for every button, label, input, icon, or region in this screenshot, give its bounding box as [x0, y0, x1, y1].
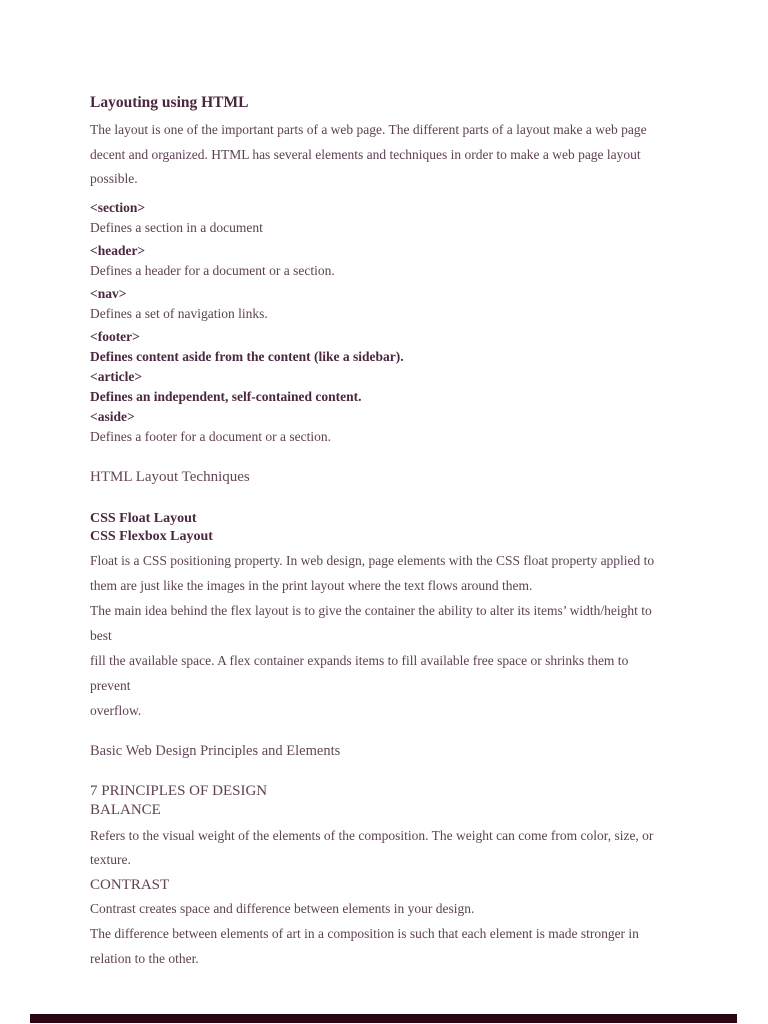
tag-group-nav — [90, 284, 656, 324]
tag-group-aside — [90, 407, 656, 447]
css-layouts-list — [90, 510, 656, 547]
contrast-paragraph-2 — [90, 922, 656, 972]
basic-principles-section-title: Basic Web Design Principles and Elements — [90, 742, 341, 759]
intro-line: The layout is one of the important parts of a web page. The different parts of a layout make a web page — [90, 122, 647, 137]
tag-group-header — [90, 241, 656, 281]
paragraph-line: overflow. — [90, 702, 142, 718]
tag-group-article — [90, 367, 656, 407]
paragraph-line: The main idea behind the flex layout is to give the container the ability to alter its items’ width/height to best — [90, 602, 652, 643]
tag-desc-3: Defines content aside from the content (like a sidebar). — [90, 348, 404, 364]
tag-group-footer — [90, 327, 656, 367]
principles-of-design-heading: 7 PRINCIPLES OF DESIGN — [90, 782, 268, 799]
css-float-layout-label: CSS Float Layout — [90, 510, 197, 526]
principles-headings — [90, 782, 656, 821]
tag-desc-5: Defines a footer for a document or a section. — [90, 428, 332, 444]
tag-group-section — [90, 198, 656, 238]
tag-desc-0: Defines a section in a document — [90, 219, 263, 235]
tag-label: <nav> — [90, 285, 127, 301]
paragraph-line: texture. — [90, 852, 131, 868]
css-flexbox-layout-label: CSS Flexbox Layout — [90, 529, 213, 544]
html-tags-list — [90, 198, 656, 447]
contrast-paragraph-1 — [90, 897, 656, 922]
contrast-heading: CONTRAST — [90, 877, 170, 894]
intro-line: possible. — [90, 171, 138, 186]
paragraph-line: The difference between elements of art in a composition is such that each element is made stronger in — [90, 925, 639, 941]
paragraph-line: Float is a CSS positioning property. In web design, page elements with the CSS float property applied to — [90, 552, 655, 568]
tag-label: <header> — [90, 242, 146, 258]
techniques-section-title: HTML Layout Techniques — [90, 468, 250, 485]
balance-paragraph — [90, 824, 656, 874]
document-content — [90, 94, 656, 971]
tag-desc-1: Defines a header for a document or a section. — [90, 262, 335, 278]
intro-line: decent and organized. HTML has several elements and techniques in order to make a web page layout — [90, 146, 641, 162]
paragraph-line: Contrast creates space and difference between elements in your design. — [90, 901, 475, 917]
tag-label: <article> — [90, 368, 143, 384]
float-flex-paragraph — [90, 548, 656, 723]
paragraph-line: fill the available space. A flex container expands items to fill available free space or shrinks them to prevent — [90, 652, 629, 693]
tag-label: <footer> — [90, 328, 140, 344]
paragraph-line: them are just like the images in the print layout where the text flows around them. — [90, 577, 533, 593]
tag-label: <aside> — [90, 408, 135, 424]
paragraph-line: Refers to the visual weight of the elements of the composition. The weight can come from color, size, or — [90, 827, 654, 843]
document-title: Layouting using HTML — [90, 94, 249, 111]
paragraph-line: relation to the other. — [90, 950, 199, 966]
intro-paragraph — [90, 118, 656, 192]
bottom-dark-bar — [30, 1014, 737, 1023]
tag-desc-4: Defines an independent, self-contained content. — [90, 388, 362, 404]
balance-heading: BALANCE — [90, 802, 161, 818]
tag-label: <section> — [90, 199, 146, 215]
tag-desc-2: Defines a set of navigation links. — [90, 305, 268, 321]
